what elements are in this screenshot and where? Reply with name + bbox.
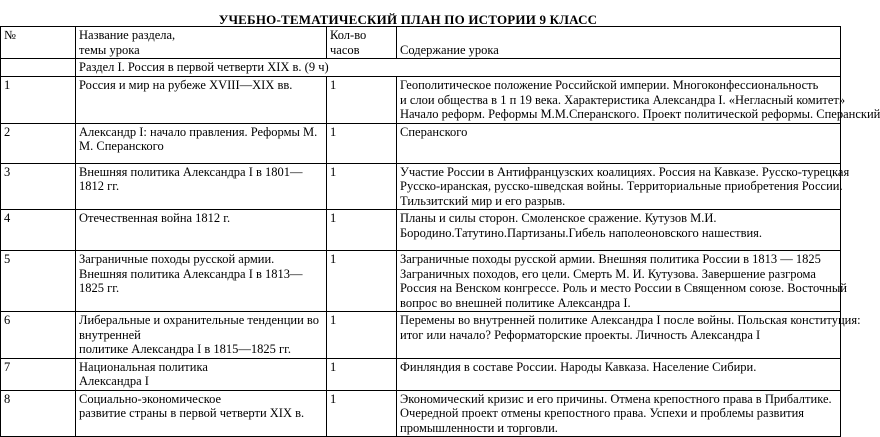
row-content-line: Начало реформ. Реформы М.М.Сперанского. Проект политической реформы. Сперанский: [400, 107, 880, 121]
row-hours: 1: [327, 312, 397, 359]
row-content: [397, 390, 841, 437]
row-content-line: итог или начало? Реформаторские проекты. Личность Александра I: [400, 327, 761, 342]
row-topic-line: Россия и мир на рубеже XVIII—XIX вв.: [79, 78, 293, 92]
row-topic-line: Социально-экономическое: [79, 391, 222, 406]
row-hours: 1: [327, 123, 397, 163]
row-content-line: Тильзитский мир и его разрыв.: [400, 193, 566, 208]
row-content: [397, 251, 847, 312]
row-topic-line: Либеральные и охранительные тенденции во: [79, 313, 319, 327]
header-hours-line1: Кол-во: [330, 28, 367, 42]
header-hours-line2: часов: [330, 42, 360, 57]
header-num: №: [1, 27, 76, 59]
row-number: 8: [1, 390, 76, 437]
row-content: [397, 77, 880, 124]
row-content: [397, 358, 841, 390]
header-content-spacer: [400, 31, 837, 43]
row-topic-line: Отечественная война 1812 г.: [79, 211, 231, 225]
row-topic-line: 1825 гг.: [79, 281, 120, 295]
row-topic-line: внутренней: [79, 327, 141, 342]
table-body: [1, 77, 880, 437]
row-number: 1: [1, 77, 76, 124]
row-hours: 1: [327, 163, 397, 210]
row-content-line: Финляндия в составе России. Народы Кавказа. Население Сибири.: [400, 359, 757, 374]
row-content-line: Бородино.Татутино.Партизаны.Гибель наполеоновского нашествия.: [400, 225, 763, 240]
section-row-empty-cell: [1, 59, 76, 77]
header-content: [397, 27, 841, 59]
row-number: 5: [1, 251, 76, 312]
table-row: [1, 251, 841, 312]
row-number: 4: [1, 210, 76, 251]
table-row: [1, 312, 841, 359]
row-hours: 1: [327, 251, 397, 312]
table-row: [1, 210, 841, 251]
row-content: [397, 210, 841, 251]
row-topic-line: М. Сперанского: [79, 139, 164, 153]
row-topic-line: Внешняя политика Александра I в 1801—: [79, 164, 303, 179]
row-content-line: Участие России в Антифранцузских коалициях. Россия на Кавказе. Русско-турецкая: [400, 164, 850, 179]
table-row: [1, 390, 841, 437]
row-number: 3: [1, 163, 76, 210]
row-hours: 1: [327, 390, 397, 437]
row-topic: [76, 358, 327, 390]
row-content-line: Заграничных походов, его цели. Смерть М. И. Кутузова. Завершение разгрома: [400, 266, 816, 281]
row-topic-line: политике Александра I в 1815—1825 гг.: [79, 342, 291, 356]
table-header-row: [1, 27, 841, 59]
row-hours: 1: [327, 358, 397, 390]
row-topic-line: развитие страны в первой четверти XIX в.: [79, 406, 305, 420]
row-content-line: Очередной проект отмены крепостного права. Успехи и проблемы развития: [400, 406, 805, 420]
row-content-line: Русско-иранская, русско-шведская войны. Территориальные приобретения России.: [400, 179, 843, 193]
row-content-line: Перемены во внутренней политике Александра I после войны. Польская конституция:: [400, 313, 861, 327]
row-hours: 1: [327, 77, 397, 124]
row-content-line: Экономический кризис и его причины. Отмена крепостного права в Прибалтике.: [400, 391, 832, 406]
header-hours: [327, 27, 397, 59]
row-topic: [76, 390, 327, 437]
row-number: 7: [1, 358, 76, 390]
row-topic: [76, 163, 327, 210]
row-topic-line: Александра I: [79, 374, 149, 388]
header-section-line2: темы урока: [79, 42, 140, 57]
row-content-line: Геополитическое положение Российской империи. Многоконфессиональность: [400, 78, 819, 92]
row-content-line: Сперанского: [400, 124, 468, 139]
row-content-line: Заграничные походы русской армии. Внешняя политика России в 1813 — 1825: [400, 252, 821, 266]
row-topic: [76, 251, 327, 312]
table-row: [1, 358, 841, 390]
section-row: [1, 59, 841, 77]
table-row: [1, 163, 841, 210]
header-section-line1: Название раздела,: [79, 28, 176, 42]
row-number: 2: [1, 123, 76, 163]
row-topic-line: 1812 гг.: [79, 179, 120, 193]
table-row: [1, 77, 841, 124]
row-content: [397, 312, 861, 359]
header-section: [76, 27, 327, 59]
row-topic: [76, 210, 327, 251]
row-content-line: промышленности и торговли.: [400, 420, 558, 435]
row-hours: 1: [327, 210, 397, 251]
row-content: [397, 163, 850, 210]
row-topic: [76, 312, 327, 359]
row-content-line: вопрос во внешней политике Александра I.: [400, 295, 631, 310]
page-title: УЧЕБНО-ТЕМАТИЧЕСКИЙ ПЛАН ПО ИСТОРИИ 9 КЛАСС: [218, 12, 598, 27]
row-topic-line: Александр I: начало правления. Реформы М.: [79, 124, 318, 139]
row-topic-line: Национальная политика: [79, 359, 208, 374]
table-row: [1, 123, 841, 163]
curriculum-table: [0, 26, 880, 437]
row-topic-line: Заграничные походы русской армии.: [79, 252, 275, 266]
header-content-label: Содержание урока: [400, 42, 499, 57]
row-topic-line: Внешняя политика Александра I в 1813—: [79, 266, 303, 281]
row-content-line: Планы и силы сторон. Смоленское сражение. Кутузов М.И.: [400, 211, 717, 225]
row-content-line: и слои общества в 1 п 19 века. Характеристика Александра I. «Негласный комитет»: [400, 92, 846, 107]
row-content-line: Россия на Венском конгрессе. Роль и место России в Священном союзе. Восточный: [400, 281, 847, 295]
row-number: 6: [1, 312, 76, 359]
row-content: [397, 123, 841, 163]
row-topic: [76, 77, 327, 124]
row-topic: [76, 123, 327, 163]
section-row-label: Раздел I. Россия в первой четверти XIX в. (9 ч): [76, 59, 841, 77]
